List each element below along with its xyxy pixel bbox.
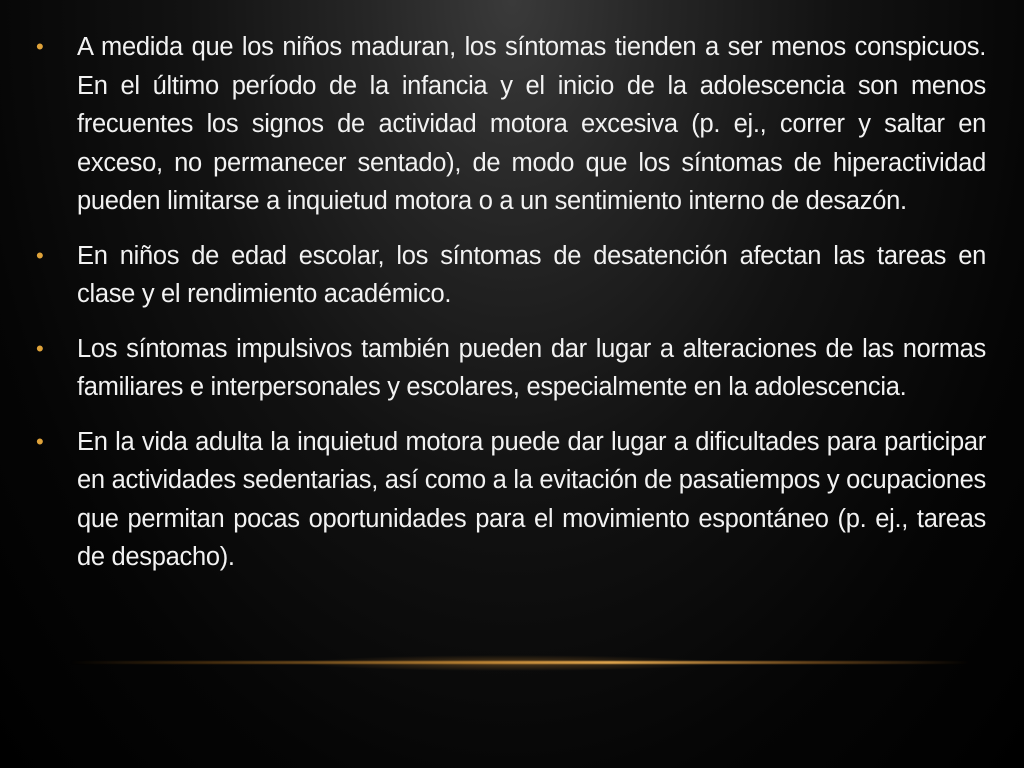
bullet-icon: •	[36, 34, 44, 59]
bullet-text: En niños de edad escolar, los síntomas de desatención afectan las tareas en clase y el rendimiento académico.	[77, 241, 986, 308]
bullet-item	[36, 237, 986, 314]
bullet-item	[36, 330, 986, 407]
bullet-item	[36, 423, 986, 577]
bullet-text: Los síntomas impulsivos también pueden dar lugar a alteraciones de las normas familiares e interpersonales y escolares, especialmente en la adolescencia.	[77, 334, 986, 401]
bullet-item	[36, 28, 986, 221]
bullet-icon: •	[36, 242, 44, 268]
bullet-text: En la vida adulta la inquietud motora puede dar lugar a dificultades para participar en actividades sedentarias, así como a la evitación de pasatiempos y ocupaciones que permitan pocas oportunidades para el movimiento espontáneo (p. ej., tareas de despacho).	[77, 427, 986, 571]
bullet-icon: •	[36, 428, 44, 454]
decorative-glow-line	[70, 661, 970, 664]
bullet-icon: •	[36, 335, 44, 361]
bullet-text: A medida que los niños maduran, los síntomas tienden a ser menos conspicuos. En el último período de la infancia y el inicio de la adolescencia son menos frecuentes los signos de actividad motora excesiva (p. ej., correr y saltar en exceso, no permanecer sentado), de modo que los síntomas de hiperactividad pueden limitarse a inquietud motora o a un sentimiento interno de desazón.	[77, 33, 986, 215]
bullet-list	[36, 28, 986, 593]
